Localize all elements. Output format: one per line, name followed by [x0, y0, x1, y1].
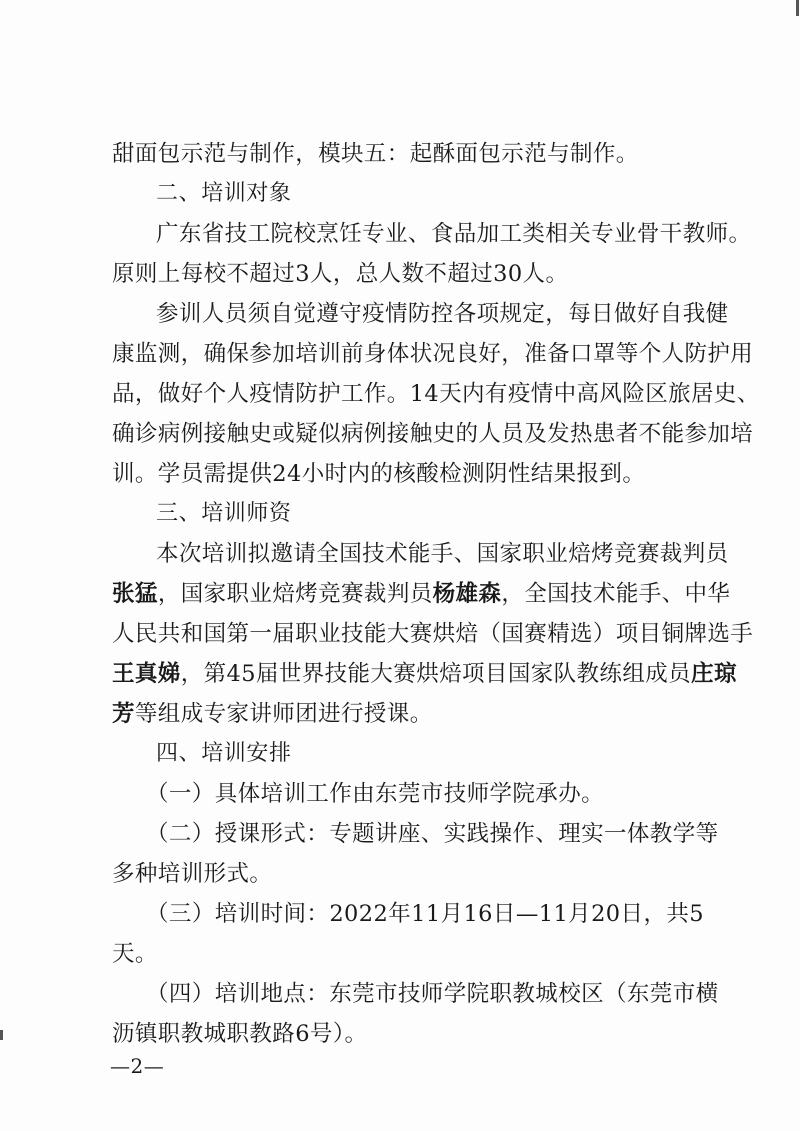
section-heading-trainees: 二、培训对象 [156, 181, 292, 206]
body-line: 王真娣，第45届世界技能大赛烘焙项目国家队教练组成员庄琼 [112, 661, 737, 687]
body-line: （四）培训地点：东莞市技师学院职教城校区（东莞市横 [146, 981, 719, 1007]
body-line: 多种培训形式。 [112, 861, 273, 887]
scan-edge-mark [796, 0, 799, 16]
section-heading-arrangements: 四、培训安排 [156, 741, 292, 766]
body-line: 人民共和国第一届职业技能大赛烘焙（国赛精选）项目铜牌选手 [112, 621, 754, 647]
instructor-name: 芳 [112, 701, 135, 727]
body-line: 品，做好个人疫情防护工作。14天内有疫情中高风险区旅居史、 [112, 381, 760, 407]
body-line: 广东省技工院校烹饪专业、食品加工类相关专业骨干教师。 [156, 221, 752, 247]
body-line: （一）具体培训工作由东莞市技师学院承办。 [146, 781, 605, 807]
body-line: （三）培训时间：2022年11月16日—11月20日，共5 [146, 901, 704, 927]
page-number: —2— [110, 1054, 165, 1078]
body-line: 天。 [112, 941, 158, 967]
body-line: 原则上每校不超过3人，总人数不超过30人。 [112, 261, 569, 287]
body-line: 甜面包示范与制作，模块五：起酥面包示范与制作。 [112, 141, 639, 167]
instructor-name: 杨雄森 [432, 581, 502, 607]
body-line: 康监测，确保参加培训前身体状况良好，准备口罩等个人防护用 [112, 341, 754, 367]
body-line: 张猛，国家职业焙烤竞赛裁判员杨雄森，全国技术能手、中华 [112, 581, 731, 607]
body-line: 芳等组成专家讲师团进行授课。 [112, 701, 433, 727]
instructor-name: 庄琼 [691, 661, 737, 687]
instructor-name: 王真娣 [112, 661, 181, 687]
instructor-name: 张猛 [112, 581, 158, 607]
body-line: 训。学员需提供24小时内的核酸检测阴性结果报到。 [112, 461, 646, 487]
body-line: （二）授课形式：专题讲座、实践操作、理实一体教学等 [146, 821, 719, 847]
body-line: 本次培训拟邀请全国技术能手、国家职业焙烤竞赛裁判员 [156, 541, 729, 567]
body-line: 确诊病例接触史或疑似病例接触史的人员及发热患者不能参加培 [112, 421, 754, 447]
section-heading-instructors: 三、培训师资 [156, 501, 292, 526]
body-line: 参训人员须自觉遵守疫情防控各项规定，每日做好自我健 [156, 301, 729, 327]
scan-edge-mark [0, 1030, 3, 1040]
body-line: 沥镇职教城职教路6号）。 [112, 1021, 368, 1047]
